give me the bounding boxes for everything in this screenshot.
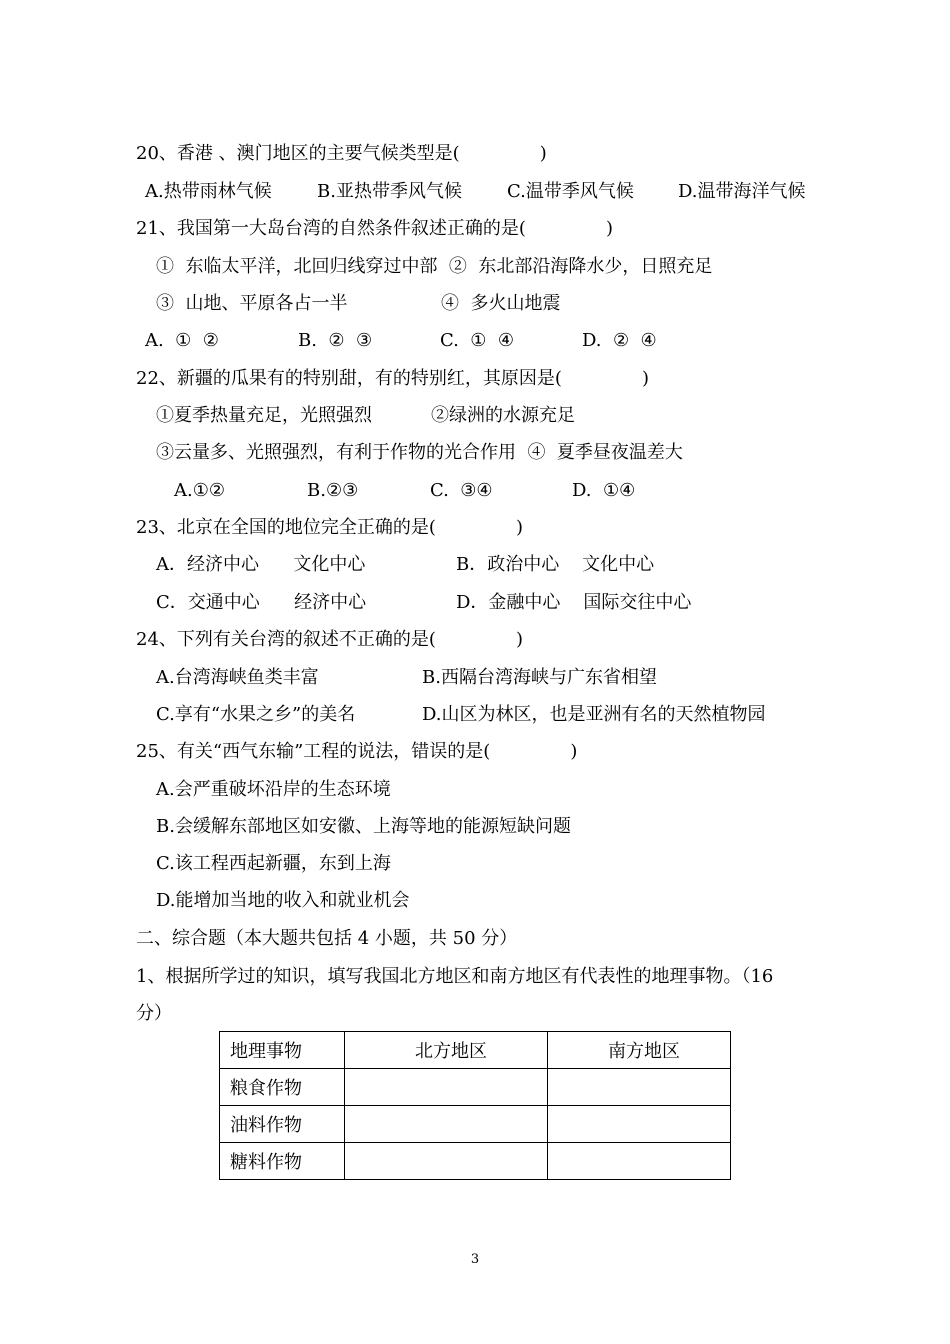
question-22-option-c: C. ③④ bbox=[430, 480, 493, 501]
table-cell-south[interactable] bbox=[548, 1106, 731, 1143]
question-25-option-a: A.会严重破坏沿岸的生态环境 bbox=[156, 779, 391, 800]
question-21-statement-4: ④ 多火山地震 bbox=[441, 293, 561, 314]
question-22-statement-1: ①夏季热量充足，光照强烈 bbox=[156, 405, 372, 426]
question-23-stem: 23、北京在全国的地位完全正确的是( ) bbox=[136, 517, 524, 538]
question-20-option-d: D.温带海洋气候 bbox=[678, 181, 806, 202]
section-2-question-1-line-2: 分） bbox=[136, 1003, 172, 1024]
question-24-option-a: A.台湾海峡鱼类丰富 bbox=[156, 667, 319, 688]
question-21-option-b: B. ② ③ bbox=[298, 330, 373, 351]
question-21-option-c: C. ① ④ bbox=[440, 330, 515, 351]
table-header-cell: 南方地区 bbox=[548, 1032, 731, 1069]
table-cell-north[interactable] bbox=[345, 1069, 548, 1106]
page-number: 3 bbox=[470, 1252, 480, 1267]
question-20-option-a: A.热带雨林气候 bbox=[145, 181, 272, 202]
question-20-option-b: B.亚热带季风气候 bbox=[317, 181, 462, 202]
question-25-stem: 25、有关“西气东输”工程的说法，错误的是( ) bbox=[136, 741, 578, 762]
table-cell-north[interactable] bbox=[345, 1106, 548, 1143]
question-20-option-c: C.温带季风气候 bbox=[507, 181, 634, 202]
table-row bbox=[220, 1069, 731, 1106]
table-row bbox=[220, 1106, 731, 1143]
question-24-option-c: C.享有“水果之乡”的美名 bbox=[156, 704, 356, 725]
question-21-statement-1: ① 东临太平洋，北回归线穿过中部 ② 东北部沿海降水少，日照充足 bbox=[156, 256, 713, 277]
table-header-cell: 地理事物 bbox=[220, 1032, 345, 1069]
question-22-statement-2: ②绿洲的水源充足 bbox=[431, 405, 575, 426]
question-21-statement-3: ③ 山地、平原各占一半 bbox=[156, 293, 348, 314]
table-row-label: 糖料作物 bbox=[220, 1143, 345, 1180]
table-row bbox=[220, 1143, 731, 1180]
question-22-option-d: D. ①④ bbox=[572, 480, 636, 501]
table-row-label: 粮食作物 bbox=[220, 1069, 345, 1106]
question-25-option-b: B.会缓解东部地区如安徽、上海等地的能源短缺问题 bbox=[156, 816, 571, 837]
question-22-statement-3: ③云量多、光照强烈，有利于作物的光合作用 ④ 夏季昼夜温差大 bbox=[156, 442, 683, 463]
question-24-option-b: B.西隔台湾海峡与广东省相望 bbox=[422, 667, 657, 688]
question-22-stem: 22、新疆的瓜果有的特别甜，有的特别红，其原因是( ) bbox=[136, 368, 650, 389]
question-23-option-d: D．金融中心 国际交往中心 bbox=[456, 592, 692, 613]
question-25-option-c: C.该工程西起新疆，东到上海 bbox=[156, 853, 391, 874]
table-header-row bbox=[220, 1032, 731, 1069]
question-24-stem: 24、下列有关台湾的叙述不正确的是( ) bbox=[136, 629, 524, 650]
question-23-option-b: B．政治中心 文化中心 bbox=[456, 554, 655, 575]
question-22-option-b: B.②③ bbox=[307, 480, 359, 501]
geography-table bbox=[219, 1031, 731, 1180]
question-24-option-d: D.山区为林区，也是亚洲有名的天然植物园 bbox=[422, 704, 766, 725]
table-cell-north[interactable] bbox=[345, 1143, 548, 1180]
question-20-stem: 20、香港 、澳门地区的主要气候类型是( ) bbox=[136, 143, 547, 164]
table-header-cell: 北方地区 bbox=[345, 1032, 548, 1069]
table-row-label: 油料作物 bbox=[220, 1106, 345, 1143]
table-cell-south[interactable] bbox=[548, 1143, 731, 1180]
question-25-option-d: D.能增加当地的收入和就业机会 bbox=[156, 890, 410, 911]
question-21-option-d: D. ② ④ bbox=[582, 330, 657, 351]
question-23-option-c: C．交通中心 经济中心 bbox=[156, 592, 367, 613]
question-22-option-a: A.①② bbox=[174, 480, 225, 501]
question-21-stem: 21、我国第一大岛台湾的自然条件叙述正确的是( ) bbox=[136, 218, 614, 239]
question-23-option-a: A．经济中心 文化中心 bbox=[156, 554, 366, 575]
table-cell-south[interactable] bbox=[548, 1069, 731, 1106]
question-21-option-a: A. ① ② bbox=[145, 330, 219, 351]
section-2-heading: 二、综合题（本大题共包括 4 小题，共 50 分） bbox=[136, 928, 518, 949]
section-2-question-1-line-1: 1、根据所学过的知识，填写我国北方地区和南方地区有代表性的地理事物。（16 bbox=[136, 966, 774, 987]
